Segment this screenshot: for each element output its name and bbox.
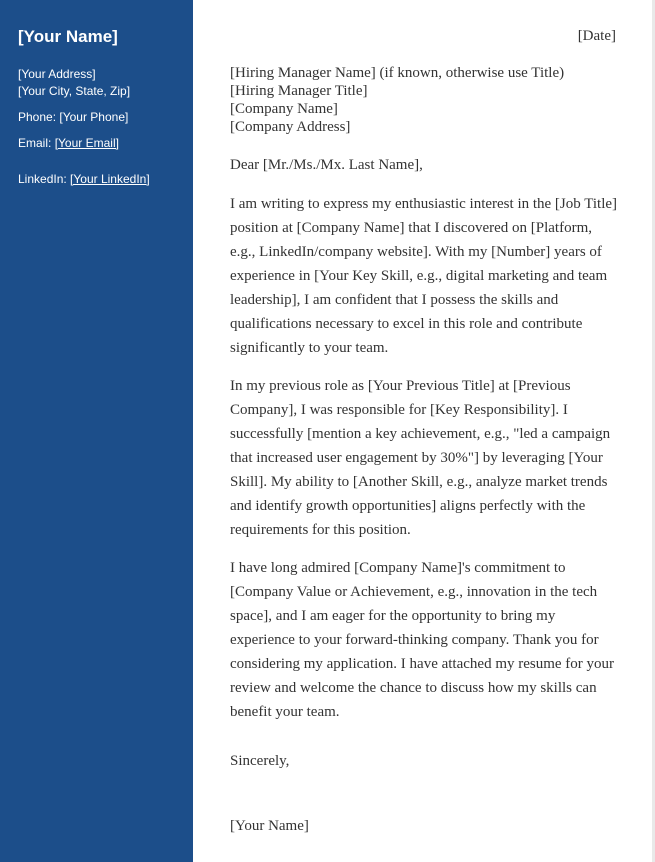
phone-label: Phone: bbox=[18, 110, 60, 124]
recipient-address: [Company Address] bbox=[230, 119, 351, 135]
sender-linkedin bbox=[18, 171, 193, 188]
recipient-title: [Hiring Manager Title] bbox=[230, 83, 368, 99]
recipient-block bbox=[230, 64, 564, 136]
letter-body bbox=[193, 0, 655, 862]
linkedin-link[interactable]: [Your LinkedIn] bbox=[70, 172, 150, 186]
sender-name: [Your Name] bbox=[18, 27, 118, 46]
recipient-company: [Company Name] bbox=[230, 101, 338, 117]
salutation: Dear [Mr./Ms./Mx. Last Name], bbox=[230, 157, 423, 173]
recipient-name: [Hiring Manager Name] (if known, otherwise use Title) bbox=[230, 65, 565, 81]
phone-value: [Your Phone] bbox=[59, 110, 129, 124]
sender-address-line1: [Your Address] bbox=[18, 67, 96, 81]
linkedin-label: LinkedIn: bbox=[18, 172, 71, 186]
email-label: Email: bbox=[18, 136, 55, 150]
closing-line: Sincerely, bbox=[230, 753, 290, 769]
sender-phone bbox=[18, 109, 193, 126]
signature-name: [Your Name] bbox=[230, 818, 309, 834]
letter-date: [Date] bbox=[577, 28, 616, 44]
paragraph-intro: I am writing to express my enthusiastic interest in the [Job Title] position at [Company Name] that I discovered on [Platform, e.g., LinkedIn/company website]. With my [Number] years of experience in [Your Key Skill, e.g., digital marketing and team leadership], I am confident that I possess the skills and qualifications necessary to excel in this role and contribute significantly to your team. bbox=[230, 196, 618, 356]
contact-sidebar bbox=[0, 0, 193, 862]
paragraph-closing: I have long admired [Company Name]'s commitment to [Company Value or Achievement, e.g., innovation in the tech space], and I am eager for the opportunity to bring my experience to your forward-thinking company. Thank you for considering my application. I have attached my resume for your review and welcome the chance to discuss how my skills can benefit your team. bbox=[230, 560, 615, 720]
sender-address-line2: [Your City, State, Zip] bbox=[18, 84, 131, 98]
email-link[interactable]: [Your Email] bbox=[54, 136, 119, 150]
sender-email bbox=[18, 135, 193, 152]
paragraph-experience: In my previous role as [Your Previous Title] at [Previous Company], I was responsible for [Key Responsibility]. I successfully [mention a key achievement, e.g., "led a campaign that increased user engagement by 30%"] by leveraging [Your Skill]. My ability to [Another Skill, e.g., analyze market trends and identify growth opportunities] aligns perfectly with the requirements for this position. bbox=[230, 378, 611, 538]
